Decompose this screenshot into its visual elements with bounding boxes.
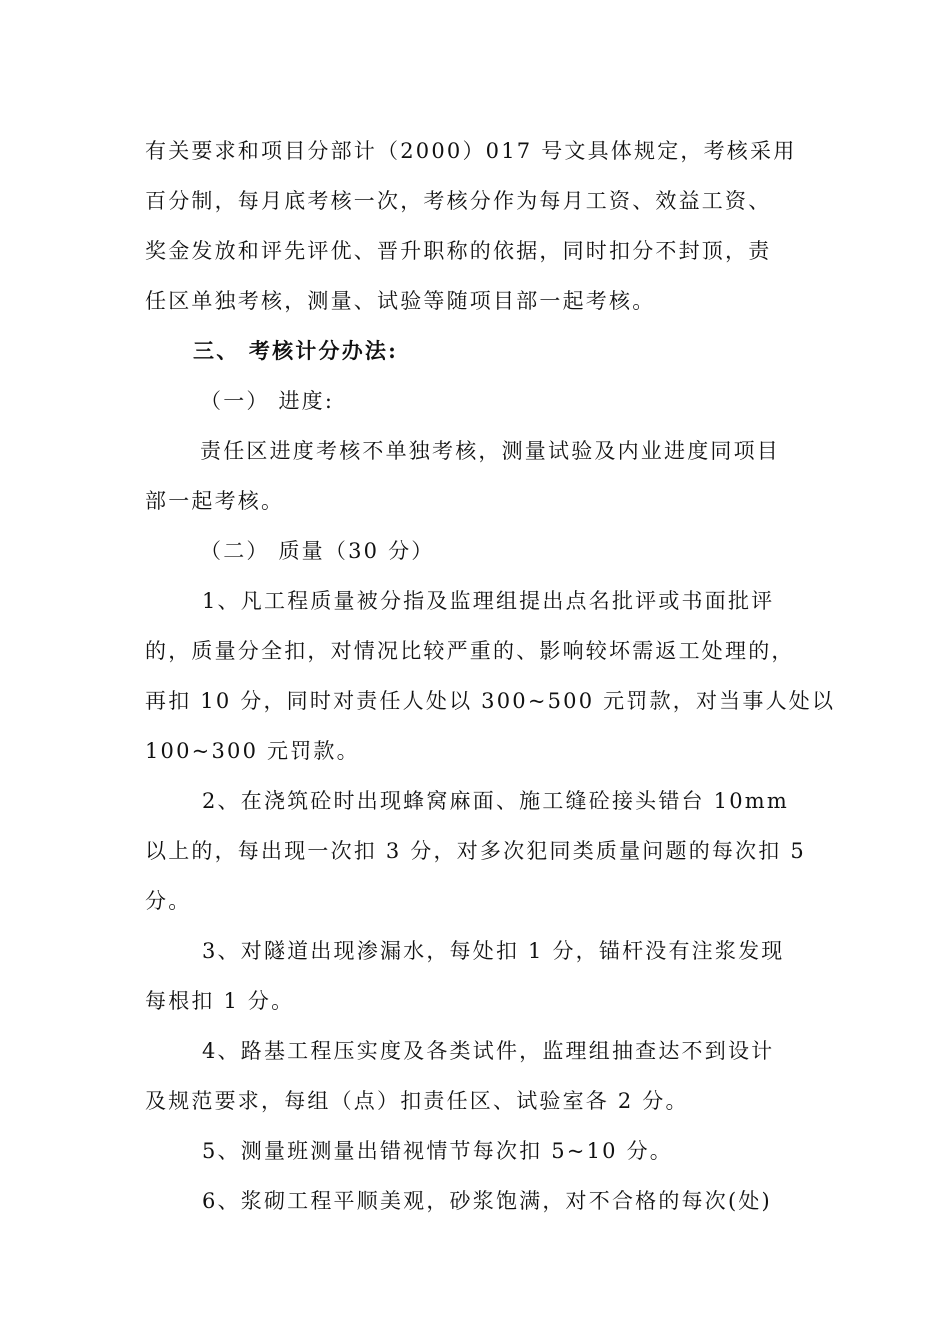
list-item-line: 5、测量班测量出错视情节每次扣 5~10 分。 — [202, 1139, 673, 1163]
list-item-line: 4、路基工程压实度及各类试件，监理组抽查达不到设计 — [202, 1039, 775, 1063]
list-item-line: 3、对隧道出现渗漏水，每处扣 1 分，锚杆没有注浆发现 — [202, 939, 785, 963]
subsection-heading: （二） 质量（30 分） — [200, 539, 435, 563]
paragraph-line: 责任区进度考核不单独考核，测量试验及内业进度同项目 — [200, 439, 780, 463]
paragraph-line: 及规范要求，每组（点）扣责任区、试验室各 2 分。 — [145, 1089, 689, 1113]
section-heading: 三、 考核计分办法: — [193, 338, 399, 363]
subsection-heading: （一） 进度: — [200, 389, 335, 413]
paragraph-line: 有关要求和项目分部计（2000）017 号文具体规定，考核采用 — [145, 139, 797, 163]
paragraph-line: 以上的，每出现一次扣 3 分，对多次犯同类质量问题的每次扣 5 — [145, 839, 806, 863]
paragraph-line: 再扣 10 分，同时对责任人处以 300~500 元罚款，对当事人处以 — [145, 689, 836, 713]
list-item-line: 2、在浇筑砼时出现蜂窝麻面、施工缝砼接头错台 10mm — [202, 789, 789, 813]
paragraph-line: 百分制，每月底考核一次，考核分作为每月工资、效益工资、 — [145, 189, 772, 213]
paragraph-line: 部一起考核。 — [145, 489, 285, 513]
paragraph-line: 任区单独考核，测量、试验等随项目部一起考核。 — [145, 289, 656, 313]
paragraph-line: 的，质量分全扣，对情况比较严重的、影响较坏需返工处理的， — [145, 639, 795, 663]
paragraph-line: 奖金发放和评先评优、晋升职称的依据，同时扣分不封顶，责 — [145, 239, 772, 263]
list-item-line: 1、凡工程质量被分指及监理组提出点名批评或书面批评 — [202, 589, 775, 613]
paragraph-line: 分。 — [145, 889, 192, 913]
list-item-line: 6、浆砌工程平顺美观，砂浆饱满，对不合格的每次(处) — [202, 1189, 772, 1213]
paragraph-line: 100~300 元罚款。 — [145, 739, 360, 763]
paragraph-line: 每根扣 1 分。 — [145, 989, 295, 1013]
